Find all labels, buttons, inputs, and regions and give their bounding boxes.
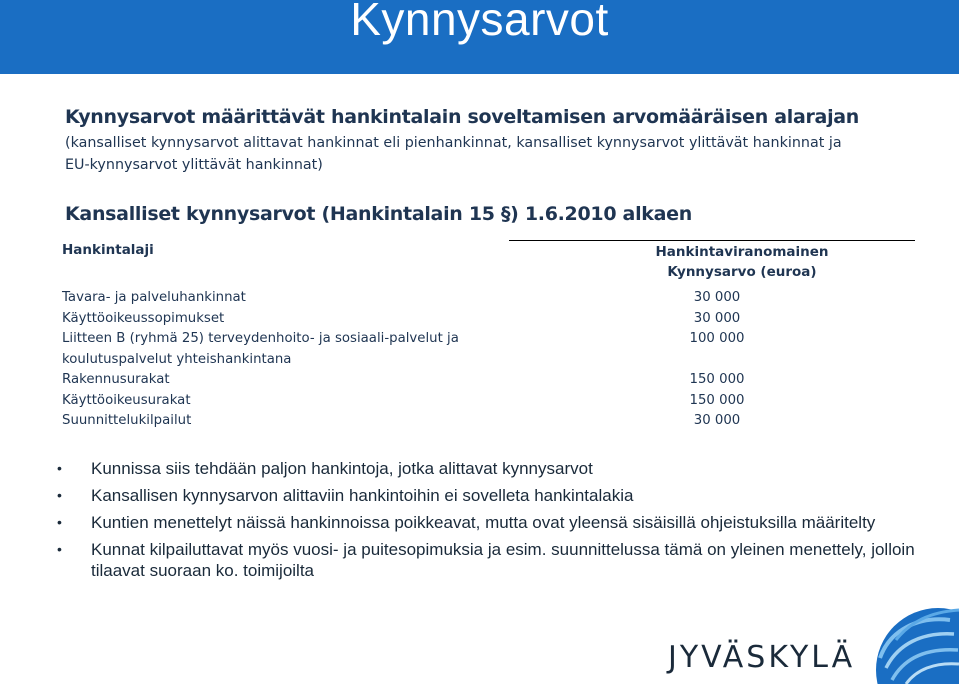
bullet-dot-icon: • bbox=[57, 541, 62, 557]
row-value: 100 000 bbox=[689, 331, 745, 346]
jyvaskyla-swirl-logo-icon bbox=[866, 600, 959, 684]
table-row bbox=[62, 288, 922, 309]
jyvaskyla-wordmark: JYVÄSKYLÄ bbox=[668, 640, 856, 675]
row-label: Käyttöoikeussopimukset bbox=[62, 310, 225, 326]
bullet-list bbox=[57, 458, 917, 587]
list-item bbox=[57, 512, 917, 533]
page-title: Kynnysarvot bbox=[350, 0, 609, 45]
column-header-threshold-line-2: Kynnysarvo (euroa) bbox=[667, 264, 817, 280]
intro-subtext bbox=[65, 132, 925, 176]
row-label: Käyttöoikeusurakat bbox=[62, 392, 191, 408]
row-value: 30 000 bbox=[693, 310, 741, 326]
table-row bbox=[62, 309, 922, 330]
row-label: Liitteen B (ryhmä 25) terveydenhoito- ja sosiaali-palvelut ja koulutuspalvelut yhteishankintana bbox=[62, 331, 459, 367]
intro-heading: Kynnysarvot määrittävät hankintalain soveltamisen arvomääräisen alarajan bbox=[65, 106, 860, 128]
list-item bbox=[57, 458, 917, 479]
bullet-text: Kuntien menettelyt näissä hankinnoissa poikkeavat, mutta ovat yleensä sisäisillä ohjeistuksilla määritelty bbox=[91, 513, 876, 532]
row-value: 150 000 bbox=[689, 392, 745, 408]
row-value: 30 000 bbox=[693, 290, 741, 305]
row-label: Suunnittelukilpailut bbox=[62, 413, 192, 428]
bullet-text: Kunnissa siis tehdään paljon hankintoja, jotka alittavat kynnysarvot bbox=[91, 459, 593, 478]
bullet-dot-icon: • bbox=[57, 460, 62, 476]
row-value: 150 000 bbox=[689, 372, 745, 387]
row-value: 30 000 bbox=[693, 413, 741, 428]
list-item bbox=[57, 485, 917, 506]
section-heading: Kansalliset kynnysarvot (Hankintalain 15 §) 1.6.2010 alkaen bbox=[65, 203, 692, 225]
intro-subtext-line-1: (kansalliset kynnysarvot alittavat hankinnat eli pienhankinnat, kansalliset kynnysarvot ylittävät hankinnat ja bbox=[65, 135, 842, 151]
bullet-text: Kansallisen kynnysarvon alittaviin hankintoihin ei sovelleta hankintalakia bbox=[91, 486, 634, 505]
title-banner bbox=[0, 0, 959, 74]
list-item bbox=[57, 539, 917, 581]
threshold-table bbox=[62, 240, 922, 432]
column-header-threshold-line-1: Hankintaviranomainen bbox=[655, 244, 829, 260]
row-label: Tavara- ja palveluhankinnat bbox=[62, 290, 246, 305]
table-row bbox=[62, 329, 922, 370]
table-row bbox=[62, 391, 922, 412]
intro-block bbox=[65, 106, 925, 176]
bullet-dot-icon: • bbox=[57, 514, 62, 530]
column-header-threshold bbox=[582, 242, 902, 282]
bullet-dot-icon: • bbox=[57, 487, 62, 503]
table-header bbox=[62, 240, 922, 288]
column-header-procurement-type: Hankintalaji bbox=[62, 242, 154, 258]
intro-subtext-line-2: EU-kynnysarvot ylittävät hankinnat) bbox=[65, 157, 323, 173]
bullet-text: Kunnat kilpailuttavat myös vuosi- ja puitesopimuksia ja esim. suunnittelussa tämä on yleinen menettely, jolloin tilaavat suoraan ko. toimijoilta bbox=[91, 540, 915, 580]
row-label: Rakennusurakat bbox=[62, 372, 170, 387]
table-row bbox=[62, 370, 922, 391]
header-rule bbox=[509, 240, 915, 241]
table-row bbox=[62, 411, 922, 432]
